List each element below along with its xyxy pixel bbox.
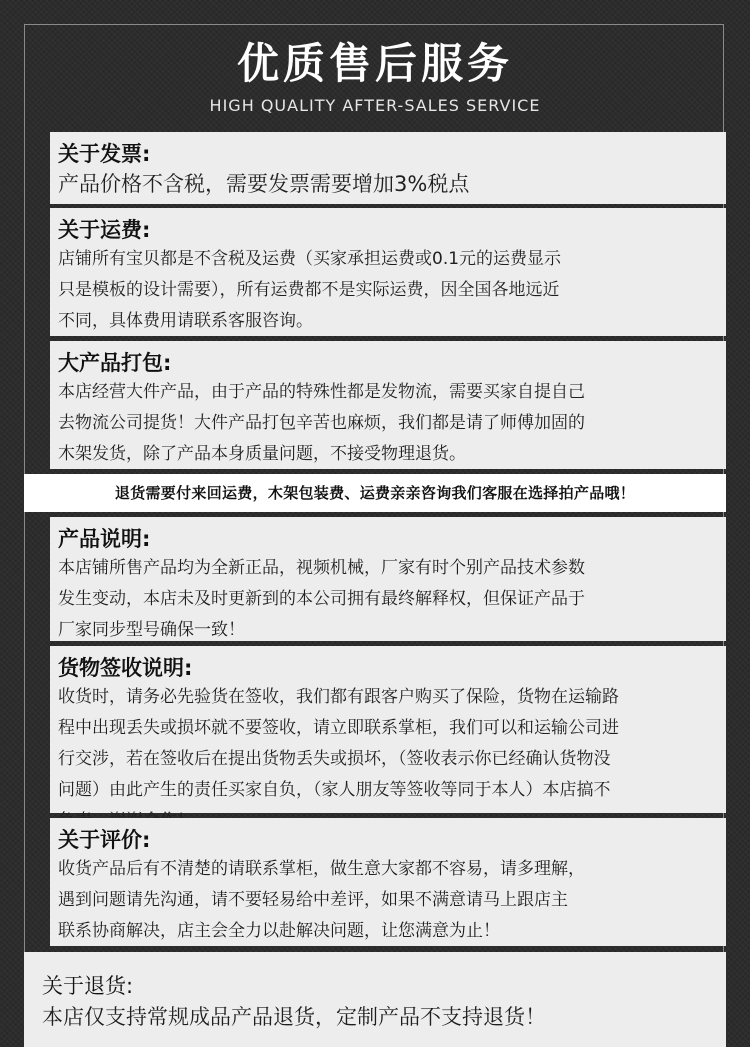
section-invoice [50,132,726,204]
section-heading: 大产品打包: [58,351,172,375]
section-heading: 货物签收说明: [58,656,193,680]
section-text: 本店仅支持常规成品产品退货，定制产品不支持退货！ [42,1005,546,1029]
page-title: 优质售后服务 [236,39,513,88]
section-heading: 产品说明: [58,527,151,551]
section-text: 产品价格不含税，需要发票需要增加3%税点 [58,172,470,196]
section-returns [24,952,726,1047]
section-text: 收货时，请务必先验货在签收，我们都有跟客户购买了保险，货物在运输路 程中出现丢失或损坏就不要签收，请立即联系掌柜，我们可以和运输公司进 行交涉，若在签收后在提出货物丢失或损坏，（签收表示你已经确认货物没 问题）由此产生的责任买家自负，（家人朋友等签收等同于本人）本店搞不 [58,687,619,800]
section-product-description [50,517,726,641]
header [0,0,750,132]
section-heading: 关于发票: [58,142,151,166]
section-shipping [50,208,726,336]
section-text: 本店经营大件产品，由于产品的特殊性都是发物流，需要买家自提自己 去物流公司提货！大件产品打包辛苦也麻烦，我们都是请了师傅加固的 木架发货，除了产品本身质量问题，不接受物理退货。 [58,382,585,464]
section-heading: 关于退货: [42,974,134,998]
return-shipping-notice: 退货需要付来回运费，木架包装费、运费亲亲咨询我们客服在选择拍产品哦！ [24,474,726,512]
section-text: 店铺所有宝贝都是不含税及运费（买家承担运费或0.1元的运费显示 只是模板的设计需要），所有运费都不是实际运费，因全国各地远近 不同，具体费用请联系客服咨询。 [58,249,562,331]
section-text: 本店铺所售产品均为全新正品，视频机械，厂家有时个别产品技术参数 发生变动，本店未及时更新到的本公司拥有最终解释权，但保证产品于 厂家同步型号确保一致！ [58,558,585,640]
section-reviews [50,818,726,946]
page-subtitle: HIGH QUALITY AFTER-SALES SERVICE [209,96,541,115]
section-text: 收货产品后有不清楚的请联系掌柜，做生意大家都不容易，请多理解， 遇到问题请先沟通，请不要轻易给中差评，如果不满意请马上跟店主 联系协商解决，店主会全力以赴解决问题，让您满意为止！ [58,859,585,941]
section-heading: 关于运费: [58,218,151,242]
section-receipt-instructions [50,646,726,813]
section-large-packaging [50,341,726,469]
section-heading: 关于评价: [58,828,151,852]
